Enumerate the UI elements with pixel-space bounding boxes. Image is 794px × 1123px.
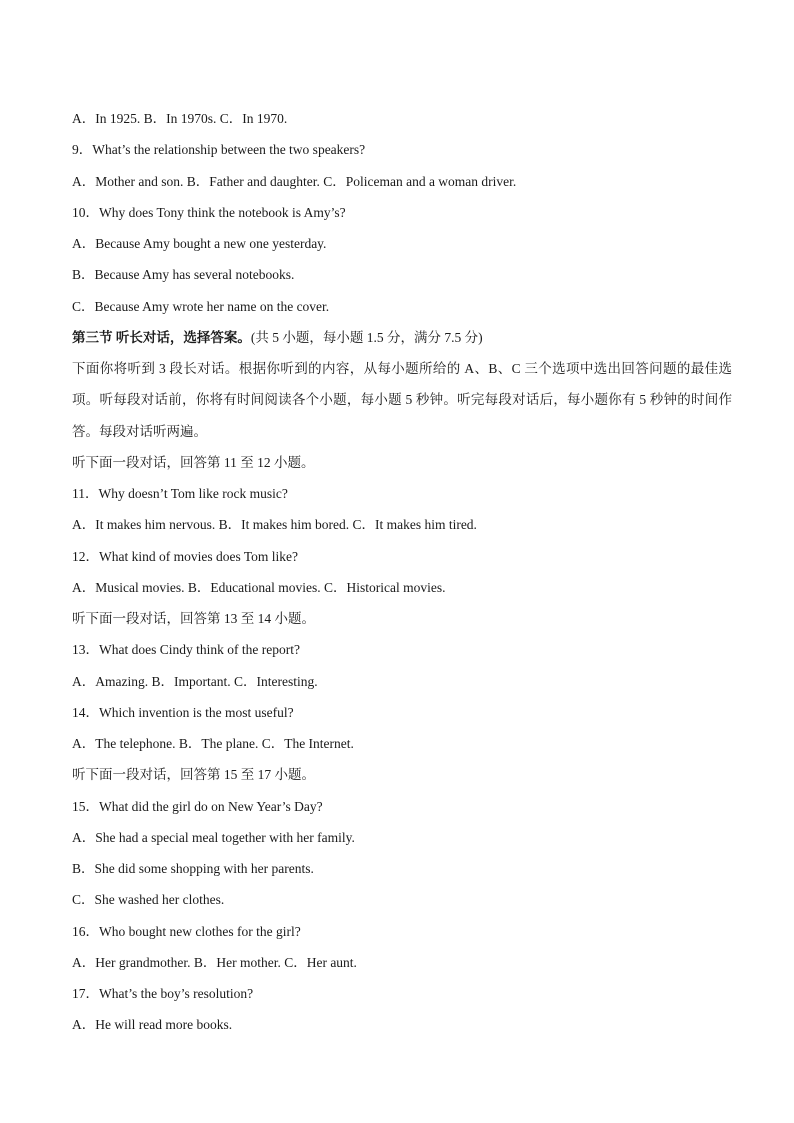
section-instructions: 下面你将听到 3 段长对话。根据你听到的内容，从每小题所给的 A、B、C 三个选项中选出回答问题的最佳选项。听每段对话前，你将有时间阅读各个小题，每小题 5 秒钟。听完每段对话后，每小题你有 5 秒钟的时间作答。每段对话听两遍。 bbox=[72, 361, 732, 439]
q17-question: 17．What’s the boy’s resolution? bbox=[72, 986, 254, 1001]
q12-question: 12．What kind of movies does Tom like? bbox=[72, 548, 299, 564]
q11-question: 11．Why doesn’t Tom like rock music? bbox=[72, 486, 288, 501]
q13-options: A．Amazing. B．Important. C．Interesting. bbox=[72, 673, 318, 689]
q13-question: 13．What does Cindy think of the report? bbox=[72, 642, 300, 658]
dialogue-intro-11-12: 听下面一段对话，回答第 11 至 12 小题。 bbox=[72, 454, 315, 470]
dialogue-intro-15-17: 听下面一段对话，回答第 15 至 17 小题。 bbox=[72, 767, 315, 783]
q10-question: 10．Why does Tony think the notebook is Amy’s? bbox=[72, 204, 346, 220]
q9-question: 9．What’s the relationship between the two speakers? bbox=[72, 142, 366, 158]
q10-option-a: A．Because Amy bought a new one yesterday. bbox=[72, 236, 327, 251]
q12-options: A．Musical movies. B．Educational movies. C．Historical movies. bbox=[72, 579, 446, 595]
q15-option-a: A．She had a special meal together with her family. bbox=[72, 829, 355, 845]
q10-option-c: C．Because Amy wrote her name on the cover. bbox=[72, 298, 330, 314]
section-title-scoring: (共 5 小题，每小题 1.5 分，满分 7.5 分) bbox=[250, 329, 483, 345]
q17-option-a: A．He will read more books. bbox=[72, 1017, 233, 1033]
q11-options: A．It makes him nervous. B．It makes him bored. C．It makes him tired. bbox=[72, 517, 477, 533]
section-heading bbox=[72, 322, 732, 353]
q10-option-b: B．Because Amy has several notebooks. bbox=[72, 267, 295, 283]
q15-option-b: B．She did some shopping with her parents. bbox=[72, 861, 314, 876]
section-title-bold: 第三节 听长对话，选择答案。 bbox=[72, 329, 251, 345]
q9-options: A．Mother and son. B．Father and daughter. C．Policeman and a woman driver. bbox=[72, 173, 517, 189]
q14-question: 14．Which invention is the most useful? bbox=[72, 704, 294, 720]
q16-question: 16．Who bought new clothes for the girl? bbox=[72, 923, 301, 939]
q15-option-c: C．She washed her clothes. bbox=[72, 892, 225, 908]
document-page bbox=[72, 103, 732, 1041]
q14-options: A．The telephone. B．The plane. C．The Internet. bbox=[72, 736, 354, 751]
q8-options: A．In 1925. B．In 1970s. C．In 1970. bbox=[72, 111, 288, 126]
q15-question: 15．What did the girl do on New Year’s Day? bbox=[72, 798, 323, 814]
q16-options: A．Her grandmother. B．Her mother. C．Her aunt. bbox=[72, 954, 357, 970]
dialogue-intro-13-14: 听下面一段对话，回答第 13 至 14 小题。 bbox=[72, 611, 315, 626]
